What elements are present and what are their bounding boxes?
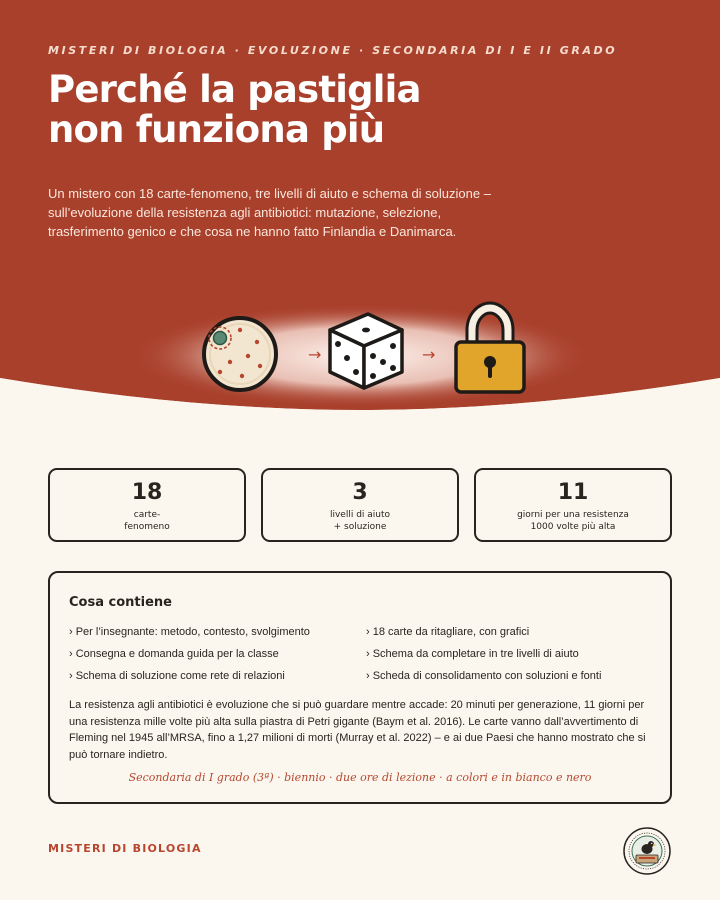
stat-number: 11 bbox=[557, 480, 589, 505]
stat-number: 18 bbox=[131, 480, 163, 505]
list-item: › 18 carte da ritagliare, con grafici bbox=[366, 626, 530, 638]
stat-label-line: livelli di aiuto bbox=[329, 510, 391, 520]
stat-cards bbox=[48, 468, 246, 542]
stat-label bbox=[476, 509, 670, 533]
dice-icon bbox=[330, 314, 402, 388]
stat-label-line: + soluzione bbox=[333, 522, 387, 532]
footer-brand: MISTERI DI BIOLOGIA bbox=[48, 842, 202, 855]
kicker: MISTERI DI BIOLOGIA · EVOLUZIONE · SECONDARIA DI I E II GRADO bbox=[48, 44, 618, 57]
title-line-2: non funziona più bbox=[48, 108, 385, 151]
brand-logo-icon bbox=[622, 826, 672, 876]
illustration-row bbox=[190, 300, 530, 400]
contents-heading: Cosa contiene bbox=[69, 595, 172, 610]
arrow-right-icon: → bbox=[422, 345, 436, 364]
contents-description: La resistenza agli antibiotici è evoluzione che si può guardare mentre accade: 20 minuti per generazione, 11 giorni per una resistenza mille volte più alta sulla piastra di Petri gigante (Baym et al. 2016). Le carte vanno dall’avvertimento di Fleming nel 1945 all’MRSA, fino a 1,27 milioni di morti (Murray et al. 2022) – e ai due Paesi che hanno mostrato che si può tornare indietro. bbox=[69, 699, 646, 761]
list-item: › Scheda di consolidamento con soluzioni e fonti bbox=[366, 670, 602, 682]
stat-label-line: carte- bbox=[133, 510, 161, 520]
stat-label-line: 1000 volte più alta bbox=[530, 522, 616, 532]
list-item: › Schema di soluzione come rete di relazioni bbox=[69, 670, 285, 682]
list-item: › Schema da completare in tre livelli di aiuto bbox=[366, 648, 579, 660]
padlock-icon bbox=[456, 308, 524, 392]
lead-paragraph: Un mistero con 18 carte-fenomeno, tre livelli di aiuto e schema di soluzione – sull’evoluzione della resistenza agli antibiotici: mutazione, selezione, trasferimento genico e che cosa ne hanno fatto Finlandia e Danimarca. bbox=[48, 186, 491, 239]
stat-number: 3 bbox=[352, 480, 368, 505]
stat-label bbox=[50, 509, 244, 533]
stat-label bbox=[263, 509, 457, 533]
stat-label-line: fenomeno bbox=[124, 522, 170, 532]
contents-box bbox=[48, 571, 672, 804]
stat-levels bbox=[261, 468, 459, 542]
list-item: › Per l’insegnante: metodo, contesto, svolgimento bbox=[69, 626, 310, 638]
arrow-right-icon: → bbox=[308, 345, 322, 364]
contents-list-left bbox=[69, 621, 310, 687]
title-line-1: Perché la pastiglia bbox=[48, 68, 421, 111]
stat-label-line: giorni per una resistenza bbox=[517, 510, 629, 520]
stat-days bbox=[474, 468, 672, 542]
audience-note: Secondaria di I grado (3ª) · biennio · due ore di lezione · a colori e in bianco e nero bbox=[128, 771, 592, 784]
petri-dish-icon bbox=[204, 318, 276, 390]
page-title bbox=[48, 70, 608, 150]
list-item: › Consegna e domanda guida per la classe bbox=[69, 648, 279, 660]
hero-section bbox=[0, 0, 720, 430]
contents-list-right bbox=[366, 621, 601, 687]
